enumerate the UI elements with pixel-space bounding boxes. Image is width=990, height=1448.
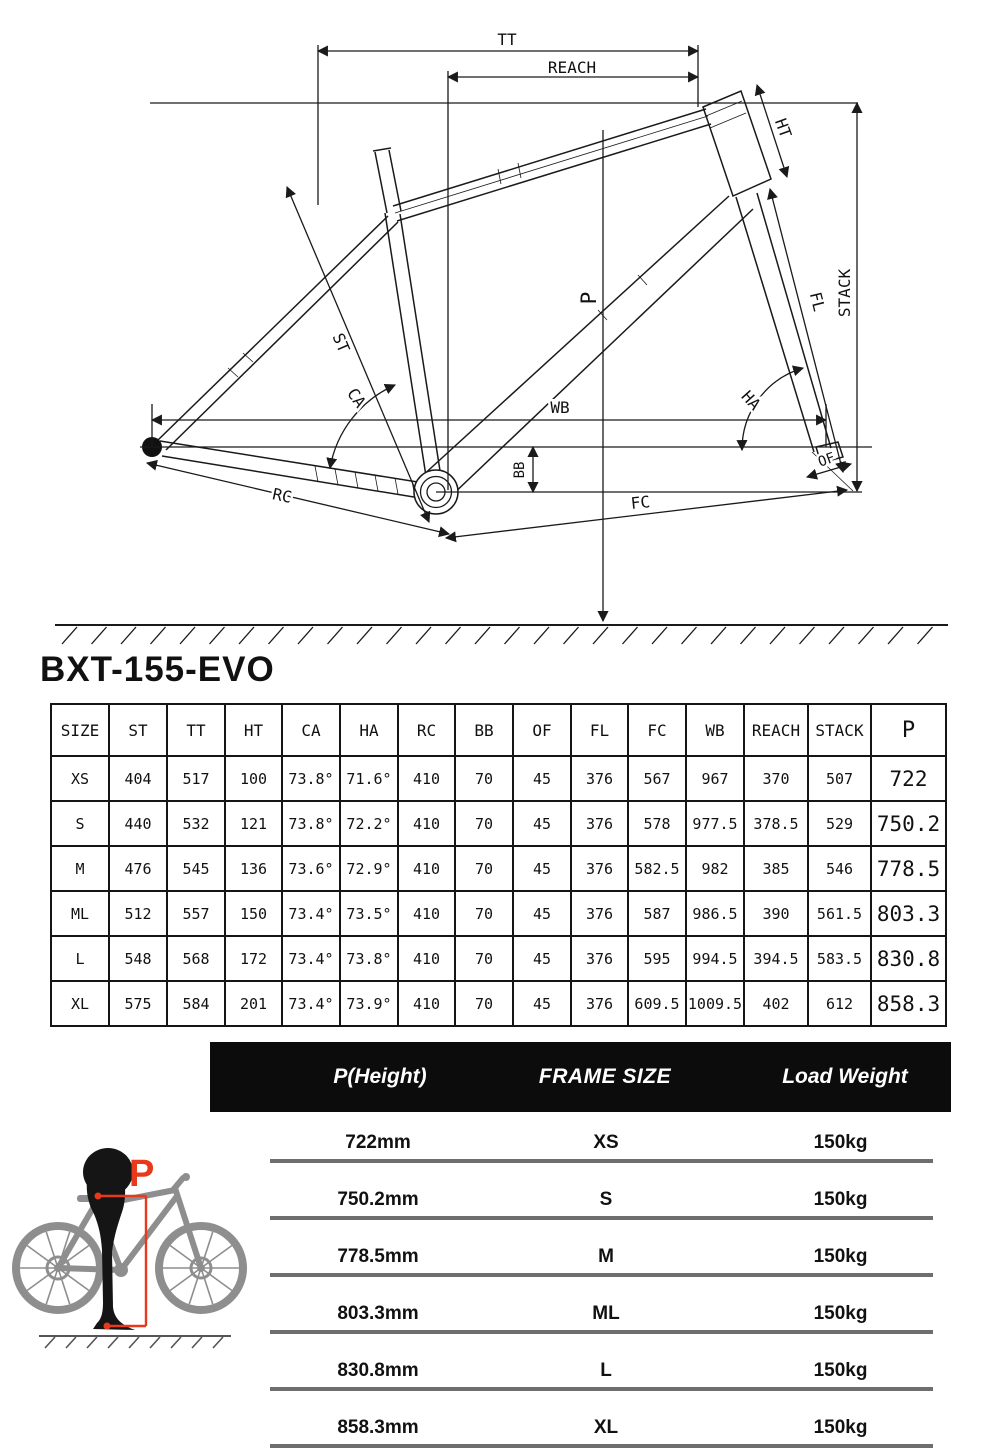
- table-row: [270, 1106, 933, 1161]
- table-cell: 404: [109, 756, 167, 801]
- table-cell: 476: [109, 846, 167, 891]
- table-cell: 71.6°: [340, 756, 398, 801]
- ground-line: [55, 625, 948, 644]
- table-cell: 73.5°: [340, 891, 398, 936]
- table-cell: 73.4°: [282, 936, 340, 981]
- col-of: OF: [513, 704, 571, 756]
- table-cell: 750.2: [871, 801, 946, 846]
- table-cell: 994.5: [686, 936, 744, 981]
- table-cell: 568: [167, 936, 225, 981]
- table-cell: 858.3mm: [270, 1389, 486, 1446]
- table-cell: 70: [455, 981, 513, 1026]
- table-cell: 410: [398, 981, 455, 1026]
- table-cell: 150kg: [726, 1106, 933, 1161]
- table-cell: 612: [808, 981, 871, 1026]
- fit-table: [270, 1106, 933, 1448]
- fit-table-header: [210, 1042, 951, 1112]
- table-cell: 378.5: [744, 801, 808, 846]
- label-p: P: [577, 291, 601, 305]
- col-ha: HA: [340, 704, 398, 756]
- table-cell: 172: [225, 936, 282, 981]
- table-cell: 376: [571, 846, 628, 891]
- fit-header-frame-size: FRAME SIZE: [538, 1065, 672, 1088]
- table-cell: 977.5: [686, 801, 744, 846]
- fit-header-p-height: P(Height): [333, 1065, 427, 1088]
- table-cell: 70: [455, 846, 513, 891]
- table-cell: 529: [808, 801, 871, 846]
- table-cell: 967: [686, 756, 744, 801]
- col-ca: CA: [282, 704, 340, 756]
- table-cell: 73.8°: [282, 801, 340, 846]
- label-wb: WB: [550, 398, 570, 417]
- table-cell: 100: [225, 756, 282, 801]
- table-row: [270, 1161, 933, 1218]
- table-cell: 507: [808, 756, 871, 801]
- table-cell: 150kg: [726, 1389, 933, 1446]
- label-fl: FL: [805, 290, 829, 314]
- table-cell: 410: [398, 846, 455, 891]
- table-cell: 70: [455, 756, 513, 801]
- table-cell: 376: [571, 936, 628, 981]
- geometry-header-row: [51, 704, 946, 756]
- table-cell: XS: [486, 1106, 726, 1161]
- table-cell: ML: [51, 891, 109, 936]
- frame-geometry-diagram: [0, 0, 990, 650]
- table-cell: 803.3: [871, 891, 946, 936]
- table-cell: 609.5: [628, 981, 686, 1026]
- table-row: [270, 1389, 933, 1446]
- frame-drawing: [142, 91, 853, 514]
- table-cell: 394.5: [744, 936, 808, 981]
- table-row: [270, 1218, 933, 1275]
- label-stack: STACK: [835, 268, 854, 318]
- table-cell: 595: [628, 936, 686, 981]
- table-cell: 1009.5: [686, 981, 744, 1026]
- table-cell: 45: [513, 846, 571, 891]
- fit-header-load-weight: Load Weight: [782, 1065, 908, 1088]
- table-row: [51, 981, 946, 1026]
- table-cell: 72.9°: [340, 846, 398, 891]
- table-cell: L: [486, 1332, 726, 1389]
- bike-height-figure: [5, 1140, 250, 1400]
- col-fl: FL: [571, 704, 628, 756]
- table-cell: S: [486, 1161, 726, 1218]
- col-wb: WB: [686, 704, 744, 756]
- table-cell: M: [486, 1218, 726, 1275]
- table-cell: 567: [628, 756, 686, 801]
- table-cell: XL: [51, 981, 109, 1026]
- col-tt: TT: [167, 704, 225, 756]
- label-reach: REACH: [547, 58, 597, 77]
- label-fc: FC: [629, 492, 651, 513]
- table-cell: 73.9°: [340, 981, 398, 1026]
- table-cell: ML: [486, 1275, 726, 1332]
- table-cell: 578: [628, 801, 686, 846]
- col-fc: FC: [628, 704, 686, 756]
- table-cell: 376: [571, 981, 628, 1026]
- table-cell: 45: [513, 936, 571, 981]
- table-cell: 150kg: [726, 1161, 933, 1218]
- table-cell: 376: [571, 756, 628, 801]
- table-cell: 778.5mm: [270, 1218, 486, 1275]
- figure-ground-line: [39, 1336, 231, 1348]
- table-cell: 150: [225, 891, 282, 936]
- table-cell: 72.2°: [340, 801, 398, 846]
- table-cell: 582.5: [628, 846, 686, 891]
- table-cell: 440: [109, 801, 167, 846]
- col-p: P: [871, 704, 946, 756]
- table-cell: S: [51, 801, 109, 846]
- table-cell: 73.4°: [282, 981, 340, 1026]
- table-cell: 73.6°: [282, 846, 340, 891]
- table-row: [51, 891, 946, 936]
- page-title: BXT-155-EVO: [40, 650, 275, 689]
- table-cell: 557: [167, 891, 225, 936]
- table-cell: 750.2mm: [270, 1161, 486, 1218]
- table-cell: 201: [225, 981, 282, 1026]
- table-cell: 830.8: [871, 936, 946, 981]
- table-cell: 121: [225, 801, 282, 846]
- label-ht: HT: [770, 115, 796, 141]
- col-size: SIZE: [51, 704, 109, 756]
- table-cell: 150kg: [726, 1275, 933, 1332]
- table-cell: 830.8mm: [270, 1332, 486, 1389]
- table-cell: 587: [628, 891, 686, 936]
- table-cell: 532: [167, 801, 225, 846]
- table-cell: 517: [167, 756, 225, 801]
- table-row: [51, 756, 946, 801]
- table-cell: 546: [808, 846, 871, 891]
- table-cell: XL: [486, 1389, 726, 1446]
- table-cell: 70: [455, 801, 513, 846]
- col-bb: BB: [455, 704, 513, 756]
- table-cell: 410: [398, 891, 455, 936]
- geometry-table: [50, 703, 947, 1027]
- table-cell: 376: [571, 891, 628, 936]
- table-cell: 858.3: [871, 981, 946, 1026]
- table-cell: 390: [744, 891, 808, 936]
- table-cell: 410: [398, 756, 455, 801]
- table-cell: 575: [109, 981, 167, 1026]
- table-cell: 73.8°: [282, 756, 340, 801]
- table-cell: 370: [744, 756, 808, 801]
- col-st: ST: [109, 704, 167, 756]
- table-cell: 136: [225, 846, 282, 891]
- table-cell: 512: [109, 891, 167, 936]
- fit-table-body: [270, 1106, 933, 1448]
- p-marker-label: P: [129, 1153, 155, 1195]
- table-row: [270, 1275, 933, 1332]
- label-rc: RC: [270, 484, 294, 507]
- table-cell: 410: [398, 801, 455, 846]
- table-row: [270, 1332, 933, 1389]
- label-ca: CA: [343, 384, 370, 412]
- table-cell: 73.8°: [340, 936, 398, 981]
- label-tt: TT: [497, 30, 517, 49]
- table-cell: 385: [744, 846, 808, 891]
- col-ht: HT: [225, 704, 282, 756]
- table-cell: 73.4°: [282, 891, 340, 936]
- table-cell: 376: [571, 801, 628, 846]
- table-cell: L: [51, 936, 109, 981]
- table-cell: 45: [513, 981, 571, 1026]
- table-cell: XS: [51, 756, 109, 801]
- table-cell: 410: [398, 936, 455, 981]
- table-cell: 548: [109, 936, 167, 981]
- table-cell: 982: [686, 846, 744, 891]
- label-ha: HA: [737, 386, 765, 414]
- table-row: [51, 801, 946, 846]
- table-row: [51, 846, 946, 891]
- table-cell: 45: [513, 756, 571, 801]
- table-cell: 722mm: [270, 1106, 486, 1161]
- table-cell: 803.3mm: [270, 1275, 486, 1332]
- table-cell: 986.5: [686, 891, 744, 936]
- label-of: OF: [815, 449, 838, 471]
- table-cell: 583.5: [808, 936, 871, 981]
- table-cell: 70: [455, 936, 513, 981]
- table-row: [51, 936, 946, 981]
- table-cell: 150kg: [726, 1218, 933, 1275]
- table-cell: 778.5: [871, 846, 946, 891]
- col-reach: REACH: [744, 704, 808, 756]
- table-cell: 561.5: [808, 891, 871, 936]
- label-st: ST: [328, 330, 354, 356]
- table-cell: 402: [744, 981, 808, 1026]
- col-rc: RC: [398, 704, 455, 756]
- table-cell: 545: [167, 846, 225, 891]
- table-cell: 150kg: [726, 1332, 933, 1389]
- table-cell: 45: [513, 891, 571, 936]
- label-bb: BB: [512, 461, 528, 479]
- table-cell: 722: [871, 756, 946, 801]
- table-cell: 584: [167, 981, 225, 1026]
- dimension-lines: [140, 45, 872, 621]
- table-cell: 45: [513, 801, 571, 846]
- table-cell: M: [51, 846, 109, 891]
- table-cell: 70: [455, 891, 513, 936]
- col-stack: STACK: [808, 704, 871, 756]
- geometry-table-wrap: [50, 703, 947, 1027]
